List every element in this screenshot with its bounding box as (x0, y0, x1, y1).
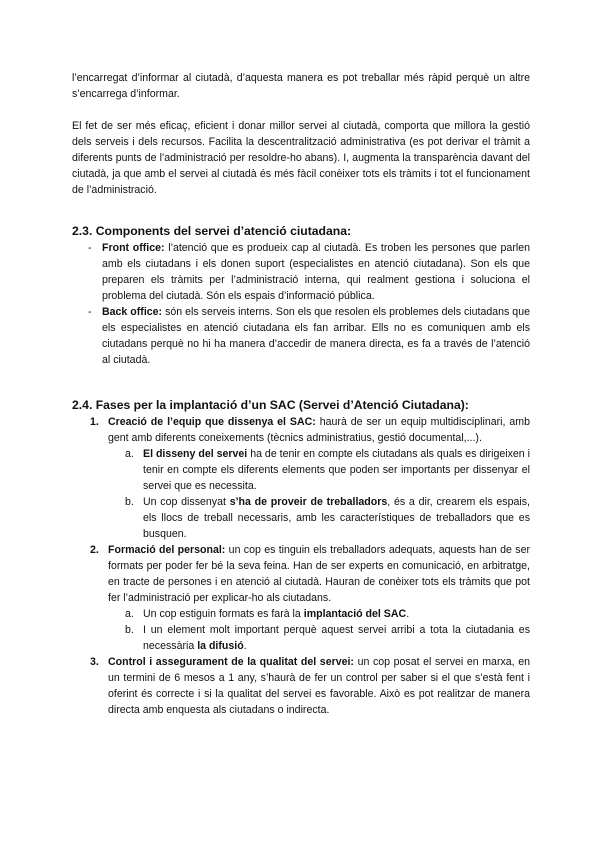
phase-1-number: 1. (90, 416, 99, 428)
phase-1b-pre: Un cop dissenyat (143, 496, 230, 508)
phase-2-number: 2. (90, 544, 99, 556)
intro-paragraph-2: El fet de ser més eficaç, eficient i donar millor servei al ciutadà, comporta que millora la gestió dels serveis i dels recursos. Facilita la descentralització administrativa (es pot derivar el tràmit a diferents punts de l’administració per resoldre-ho abans). I, augmenta la transparència davant del ciutadà, ja que amb el servei al ciutadà és més fàcil conèixer tots els tràmits i tot el funcionament de l’administració. (72, 120, 530, 196)
phase-1a-marker: a. (125, 448, 134, 460)
phases-list (72, 414, 530, 718)
phase-1b-marker: b. (125, 496, 134, 508)
document-page (72, 70, 530, 718)
phase-2b-text: . (243, 640, 247, 652)
phase-2-text: un cop es tinguin els treballadors adequats, aquests han de ser formats per poder fer bé la seva feina. Han de ser experts en comunicació, en arbitratge, en tracte de persones i en atenció al ciutadà. Hauran de conèixer tots els tràmits que pot fer l’administració per explicar-ho als ciutadans. (108, 544, 530, 604)
phase-2a-marker: a. (125, 608, 134, 620)
phase-2-label: Formació del personal: (108, 544, 226, 556)
phase-3-number: 3. (90, 656, 99, 668)
section-2-4-heading: 2.4. Fases per la implantació d’un SAC (Servei d’Atenció Ciutadana): (72, 398, 469, 412)
phase-1a-text: ha de tenir en compte els ciutadans als quals es dirigeixen i tenir en compte els diferents elements que poden ser importants per dissenyar el servei que es necessita. (143, 448, 530, 492)
intro-paragraph-1: l’encarregat d’informar al ciutadà, d’aquesta manera es pot treballar més ràpid perquè un altre s’encarrega d’informar. (72, 72, 530, 100)
phase-2a-label: implantació del SAC (303, 608, 407, 620)
phase-1-label: Creació de l’equip que dissenya el SAC: (108, 416, 316, 428)
phase-3-label: Control i assegurament de la qualitat del servei: (108, 656, 354, 668)
phase-2a-item (108, 606, 530, 622)
phase-3-text: un cop posat el servei en marxa, en un termini de 6 mesos a 1 any, s’haurà de fer un control per saber si el que s’està fent i oferint és correcte i si la qualitat del servei es favorable. Això es pot realitzar de manera directa amb enquesta als ciutadans o indirecta. (108, 656, 530, 716)
phase-1-item (72, 414, 530, 542)
phase-2a-pre: Un cop estiguin formats es farà la (143, 608, 304, 620)
phase-2-item (72, 542, 530, 654)
phase-1b-label: s’ha de proveir de treballadors (229, 496, 388, 508)
phase-1b-text: , és a dir, crearem els espais, els llocs de treball necessaris, amb les característiques de treballadors que es busquen. (143, 496, 530, 540)
front-office-text: l’atenció que es produeix cap al ciutadà. Es troben les persones que parlen amb els ciutadans i els donen suport (especialistes en atenció ciutadana). Son els que preparen els tràmits per l’administració interna, qui realment gestiona i soluciona el problema del ciutadà. Són els espais d’informació pública. (102, 242, 530, 302)
back-office-label: Back office: (102, 306, 163, 318)
list-item-front-office (72, 240, 530, 304)
phase-2-sublist (108, 606, 530, 654)
dash-marker: - (88, 306, 92, 318)
phase-1a-label: El disseny del servei (143, 448, 248, 460)
phase-1-text: haurà de ser un equip multidisciplinari, amb gent amb diferents coneixements (tècnics administratius, gestió documental,...). (108, 416, 530, 444)
section-2-3-heading: 2.3. Components del servei d’atenció ciutadana: (72, 224, 352, 238)
components-list (72, 240, 530, 368)
list-item-back-office (72, 304, 530, 368)
phase-2b-label: la difusió (197, 640, 244, 652)
front-office-label: Front office: (102, 242, 165, 254)
phase-3-item (72, 654, 530, 718)
back-office-text: són els serveis interns. Son els que resolen els problemes dels ciutadans que els especialistes en atenció ciutadana els fan arribar. Ells no es comuniquen amb els ciutadans perquè no hi ha manera d’accedir de manera directa, es fa a través de l’atenció al ciutadà. (102, 306, 530, 366)
phase-1-sublist (108, 446, 530, 542)
phase-1b-item (108, 494, 530, 542)
phase-2b-item (108, 622, 530, 654)
phase-2b-marker: b. (125, 624, 134, 636)
phase-1a-item (108, 446, 530, 494)
dash-marker: - (88, 242, 92, 254)
phase-2a-text: . (406, 608, 410, 620)
phase-2b-pre: I un element molt important perquè aquest servei arribi a tota la ciutadania es necessària (143, 624, 530, 652)
